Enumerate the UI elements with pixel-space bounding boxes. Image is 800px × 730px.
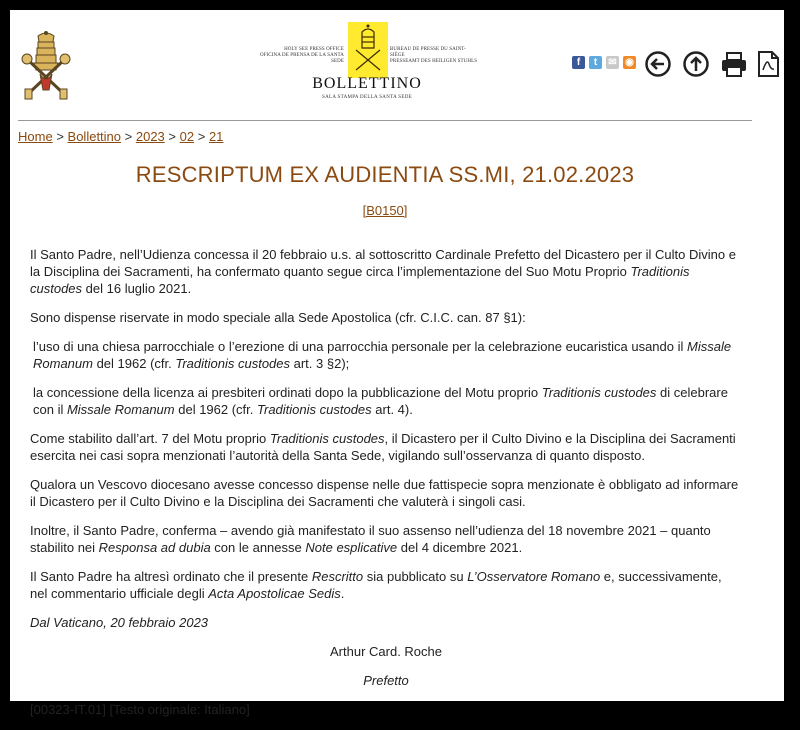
text: Il Santo Padre ha altresì ordinato che il presente bbox=[30, 569, 312, 584]
signatory-role bbox=[30, 672, 742, 689]
office-line: PRESSEAMT DES HEILIGEN STUHLS bbox=[390, 59, 478, 64]
page-title: RESCRIPTUM EX AUDIENTIA SS.MI, 21.02.2023 bbox=[135, 162, 635, 187]
paragraph bbox=[30, 246, 742, 297]
rss-icon[interactable]: ◉ bbox=[623, 56, 636, 69]
breadcrumb-month[interactable]: 02 bbox=[179, 129, 195, 144]
breadcrumb-separator: > bbox=[124, 129, 133, 144]
breadcrumb-separator: > bbox=[56, 129, 64, 144]
masthead-subtitle: SALA STAMPA DELLA SANTA SEDE bbox=[322, 95, 412, 100]
tiara-emblem-icon bbox=[348, 22, 388, 78]
text: la concessione della licenza ai presbiteri ordinati dopo la pubblicazione del Motu proprio bbox=[33, 385, 542, 400]
papal-crest-logo bbox=[18, 30, 74, 102]
italic-text: L’Osservatore Romano bbox=[467, 569, 601, 584]
paragraph: Qualora un Vescovo diocesano avesse concesso dispense nelle due fattispecie sopra menzionate è obbligato ad informare il Dicastero per il Culto Divino e la Disciplina dei Sacramenti che valuterà i singoli casi. bbox=[30, 477, 739, 509]
italic-text: Traditionis custodes bbox=[257, 402, 372, 417]
masthead-emblem bbox=[348, 22, 388, 78]
office-line: BUREAU DE PRESSE DU SAINT-SIÈGE bbox=[390, 47, 466, 58]
breadcrumb-day[interactable]: 21 bbox=[208, 129, 224, 144]
text: e, successivamente, nel commentario ufficiale degli bbox=[30, 569, 722, 601]
text: Il Santo Padre, nell’Udienza concessa il 20 febbraio u.s. al sottoscritto Cardinale Prefetto del Dicastero per il Culto Divino e la Disciplina dei Sacramenti, ha confermato quanto segue circa l’implementazione del Suo Motu Proprio bbox=[30, 247, 736, 279]
back-icon[interactable] bbox=[644, 50, 672, 78]
text: l’uso di una chiesa parrocchiale o l’erezione di una parrocchia personale per la celebrazione eucaristica usando il bbox=[33, 339, 687, 354]
italic-text: Dal Vaticano, 20 febbraio 2023 bbox=[30, 615, 209, 630]
page bbox=[10, 10, 784, 717]
masthead-office-right bbox=[390, 47, 478, 65]
text: del 1962 (cfr. bbox=[174, 402, 258, 417]
document-footer: [00323-IT.01] [Testo originale: Italiano] bbox=[30, 702, 250, 717]
breadcrumb-bollettino[interactable]: Bollettino bbox=[67, 129, 122, 144]
breadcrumb bbox=[18, 129, 223, 144]
italic-text: Missale Romanum bbox=[66, 402, 175, 417]
bollettino-masthead bbox=[256, 22, 478, 102]
text: Inoltre, il Santo Padre, conferma – avendo già manifestato il suo assenso nell’udienza del 18 novembre 2021 – quanto stabilito nei bbox=[30, 523, 711, 555]
text: . bbox=[340, 586, 345, 601]
bulletin-code-link[interactable]: [B0150] bbox=[362, 203, 408, 218]
text: del 4 dicembre 2021. bbox=[397, 540, 523, 555]
article-body bbox=[30, 246, 742, 730]
paragraph bbox=[30, 568, 742, 602]
list-item bbox=[30, 338, 742, 372]
italic-text: Missale Romanum bbox=[33, 339, 732, 371]
paragraph bbox=[30, 430, 742, 464]
text: del 1962 (cfr. bbox=[92, 356, 176, 371]
text: sia pubblicato su bbox=[363, 569, 468, 584]
breadcrumb-year[interactable]: 2023 bbox=[135, 129, 165, 144]
text: , il Dicastero per il Culto Divino e la Disciplina dei Sacramenti esercita nei casi sopra menzionati l’autorità della Santa Sede, vigilando sull’osservanza di quanto disposto. bbox=[30, 431, 736, 463]
masthead-title: BOLLETTINO bbox=[312, 75, 422, 92]
italic-text: Traditionis custodes bbox=[541, 385, 657, 400]
masthead-office-left bbox=[256, 47, 344, 65]
text: con le annesse bbox=[210, 540, 306, 555]
italic-text: Traditionis custodes bbox=[30, 264, 690, 296]
office-line: OFICINA DE PRENSA DE LA SANTA SEDE bbox=[259, 53, 344, 64]
breadcrumb-home[interactable]: Home bbox=[18, 129, 53, 144]
italic-text: Prefetto bbox=[363, 673, 409, 688]
list-item bbox=[30, 384, 742, 418]
breadcrumb-separator: > bbox=[197, 129, 206, 144]
text: art. 3 §2); bbox=[290, 356, 350, 371]
header-divider bbox=[18, 120, 752, 121]
italic-text: Responsa ad dubia bbox=[98, 540, 211, 555]
email-icon[interactable]: ✉ bbox=[606, 56, 619, 69]
office-line: HOLY SEE PRESS OFFICE bbox=[284, 47, 344, 52]
pdf-icon[interactable] bbox=[755, 50, 781, 78]
up-icon[interactable] bbox=[682, 50, 710, 78]
bulletin-code bbox=[10, 203, 760, 218]
twitter-icon[interactable]: t bbox=[589, 56, 602, 69]
text: Come stabilito dall’art. 7 del Motu proprio bbox=[30, 431, 270, 446]
italic-text: Acta Apostolicae Sedis bbox=[208, 586, 341, 601]
facebook-icon[interactable]: f bbox=[572, 56, 585, 69]
text: di celebrare con il bbox=[33, 385, 728, 417]
paragraph bbox=[30, 522, 742, 556]
italic-text: Note esplicative bbox=[305, 540, 398, 555]
italic-text: Traditionis custodes bbox=[175, 356, 291, 371]
paragraph: Sono dispense riservate in modo speciale alla Sede Apostolica (cfr. C.I.C. can. 87 §1): bbox=[30, 310, 526, 325]
text: del 16 luglio 2021. bbox=[82, 281, 192, 296]
place-date bbox=[30, 614, 742, 631]
italic-text: Traditionis custodes bbox=[269, 431, 385, 446]
italic-text: Rescritto bbox=[311, 569, 364, 584]
header bbox=[10, 10, 784, 120]
print-icon[interactable] bbox=[720, 50, 748, 78]
breadcrumb-separator: > bbox=[168, 129, 176, 144]
text: art. 4). bbox=[371, 402, 413, 417]
signature: Arthur Card. Roche bbox=[330, 644, 442, 659]
